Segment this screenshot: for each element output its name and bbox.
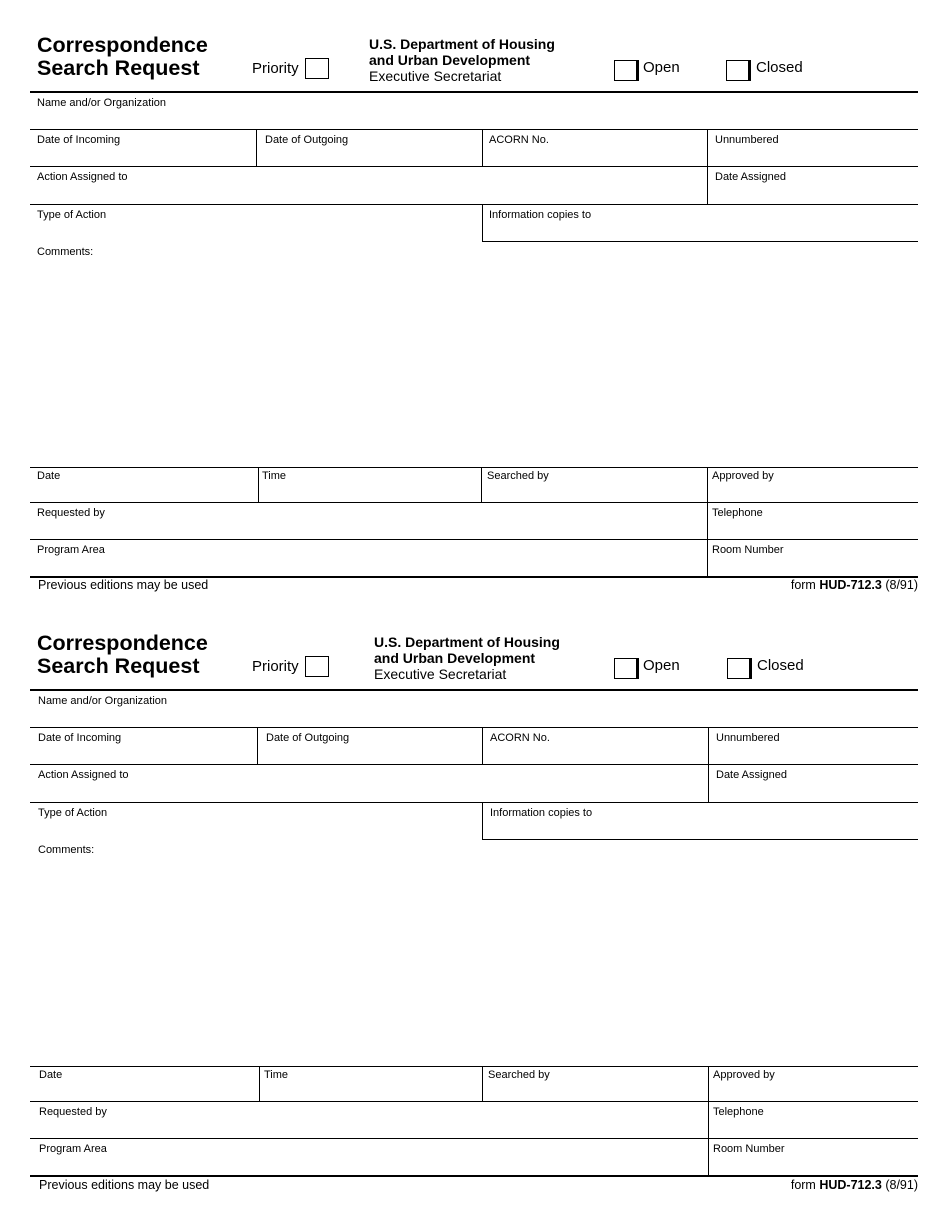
form-title <box>37 632 208 678</box>
footer-rule <box>30 1175 918 1177</box>
column-rule <box>482 1066 483 1101</box>
form-number-date: (8/91) <box>881 578 918 592</box>
date-outgoing-field[interactable]: Date of Outgoing <box>266 732 350 744</box>
open-checkbox[interactable] <box>614 60 639 81</box>
department-line-1: U.S. Department of Housing <box>374 634 560 650</box>
form-number <box>791 578 918 592</box>
time-field[interactable]: Time <box>264 1069 289 1081</box>
priority-label: Priority <box>252 60 299 77</box>
row-rule <box>30 539 918 540</box>
form-title <box>37 34 208 80</box>
priority-label: Priority <box>252 658 299 675</box>
column-rule <box>708 1066 709 1175</box>
approved-by-field[interactable]: Approved by <box>712 470 774 482</box>
date-outgoing-field[interactable]: Date of Outgoing <box>265 134 349 146</box>
header-rule <box>30 91 918 93</box>
closed-label: Closed <box>757 657 804 674</box>
date-assigned-field[interactable]: Date Assigned <box>715 171 786 183</box>
action-assigned-field[interactable]: Action Assigned to <box>37 171 128 183</box>
priority-checkbox[interactable] <box>305 58 329 79</box>
acorn-no-field[interactable]: ACORN No. <box>489 134 549 146</box>
column-rule <box>481 467 482 502</box>
header-rule <box>30 689 918 691</box>
department-line-2: and Urban Development <box>374 650 536 666</box>
closed-checkbox[interactable] <box>727 658 752 679</box>
row-rule <box>30 1138 918 1139</box>
closed-label: Closed <box>756 59 803 76</box>
department-heading <box>374 634 560 682</box>
department-line-3: Executive Secretariat <box>369 68 502 84</box>
comments-field[interactable]: Comments: <box>38 844 95 856</box>
row-rule <box>30 502 918 503</box>
form-title-line-2: Search Request <box>37 654 200 678</box>
action-assigned-field[interactable]: Action Assigned to <box>38 769 129 781</box>
row-rule <box>30 727 918 728</box>
comments-field[interactable]: Comments: <box>37 246 94 258</box>
footer-note: Previous editions may be used <box>38 578 209 592</box>
date-incoming-field[interactable]: Date of Incoming <box>38 732 122 744</box>
program-area-field[interactable]: Program Area <box>37 544 105 556</box>
requested-by-field[interactable]: Requested by <box>39 1106 107 1118</box>
searched-by-field[interactable]: Searched by <box>488 1069 550 1081</box>
row-rule <box>482 241 918 242</box>
column-rule <box>482 204 483 241</box>
acorn-no-field[interactable]: ACORN No. <box>490 732 550 744</box>
type-action-field[interactable]: Type of Action <box>37 209 107 221</box>
column-rule <box>482 129 483 166</box>
column-rule <box>708 727 709 802</box>
searched-by-field[interactable]: Searched by <box>487 470 549 482</box>
column-rule <box>256 129 257 166</box>
room-number-field[interactable]: Room Number <box>713 1143 785 1155</box>
column-rule <box>259 1066 260 1101</box>
form-number-prefix: form <box>790 1178 820 1192</box>
search-request-form-1 <box>0 0 950 600</box>
name-org-field[interactable]: Name and/or Organization <box>37 97 167 109</box>
row-rule <box>30 204 918 205</box>
row-rule <box>30 166 918 167</box>
form-number-code: HUD-712.3 <box>819 578 882 592</box>
column-rule <box>482 802 483 839</box>
info-copies-field[interactable]: Information copies to <box>490 807 593 819</box>
form-number-code: HUD-712.3 <box>819 1178 882 1192</box>
date-incoming-field[interactable]: Date of Incoming <box>37 134 121 146</box>
date-field[interactable]: Date <box>37 470 61 482</box>
row-rule <box>482 839 918 840</box>
form-title-line-2: Search Request <box>37 56 200 80</box>
open-checkbox[interactable] <box>614 658 639 679</box>
telephone-field[interactable]: Telephone <box>712 507 763 519</box>
row-rule <box>30 1066 918 1067</box>
form-number-prefix: form <box>790 578 820 592</box>
approved-by-field[interactable]: Approved by <box>713 1069 775 1081</box>
form-number <box>791 1178 918 1192</box>
date-field[interactable]: Date <box>39 1069 63 1081</box>
search-request-form-2 <box>0 598 950 1198</box>
info-copies-field[interactable]: Information copies to <box>489 209 592 221</box>
column-rule <box>707 129 708 204</box>
column-rule <box>257 727 258 764</box>
date-assigned-field[interactable]: Date Assigned <box>716 769 787 781</box>
form-title-line-1: Correspondence <box>37 631 208 655</box>
department-line-2: and Urban Development <box>369 52 531 68</box>
footer-note: Previous editions may be used <box>39 1178 210 1192</box>
unnumbered-field[interactable]: Unnumbered <box>715 134 779 146</box>
time-field[interactable]: Time <box>262 470 287 482</box>
program-area-field[interactable]: Program Area <box>39 1143 107 1155</box>
row-rule <box>30 1101 918 1102</box>
form-number-date: (8/91) <box>881 1178 918 1192</box>
row-rule <box>30 467 918 468</box>
type-action-field[interactable]: Type of Action <box>38 807 108 819</box>
row-rule <box>30 802 918 803</box>
department-line-3: Executive Secretariat <box>374 666 507 682</box>
telephone-field[interactable]: Telephone <box>713 1106 764 1118</box>
requested-by-field[interactable]: Requested by <box>37 507 105 519</box>
column-rule <box>258 467 259 502</box>
form-title-line-1: Correspondence <box>37 33 208 57</box>
closed-checkbox[interactable] <box>726 60 751 81</box>
department-line-1: U.S. Department of Housing <box>369 36 555 52</box>
department-heading <box>369 36 555 84</box>
priority-checkbox[interactable] <box>305 656 329 677</box>
open-label: Open <box>643 59 680 76</box>
unnumbered-field[interactable]: Unnumbered <box>716 732 780 744</box>
name-org-field[interactable]: Name and/or Organization <box>38 695 168 707</box>
column-rule <box>482 727 483 764</box>
row-rule <box>30 764 918 765</box>
column-rule <box>707 467 708 576</box>
room-number-field[interactable]: Room Number <box>712 544 784 556</box>
open-label: Open <box>643 657 680 674</box>
row-rule <box>30 129 918 130</box>
